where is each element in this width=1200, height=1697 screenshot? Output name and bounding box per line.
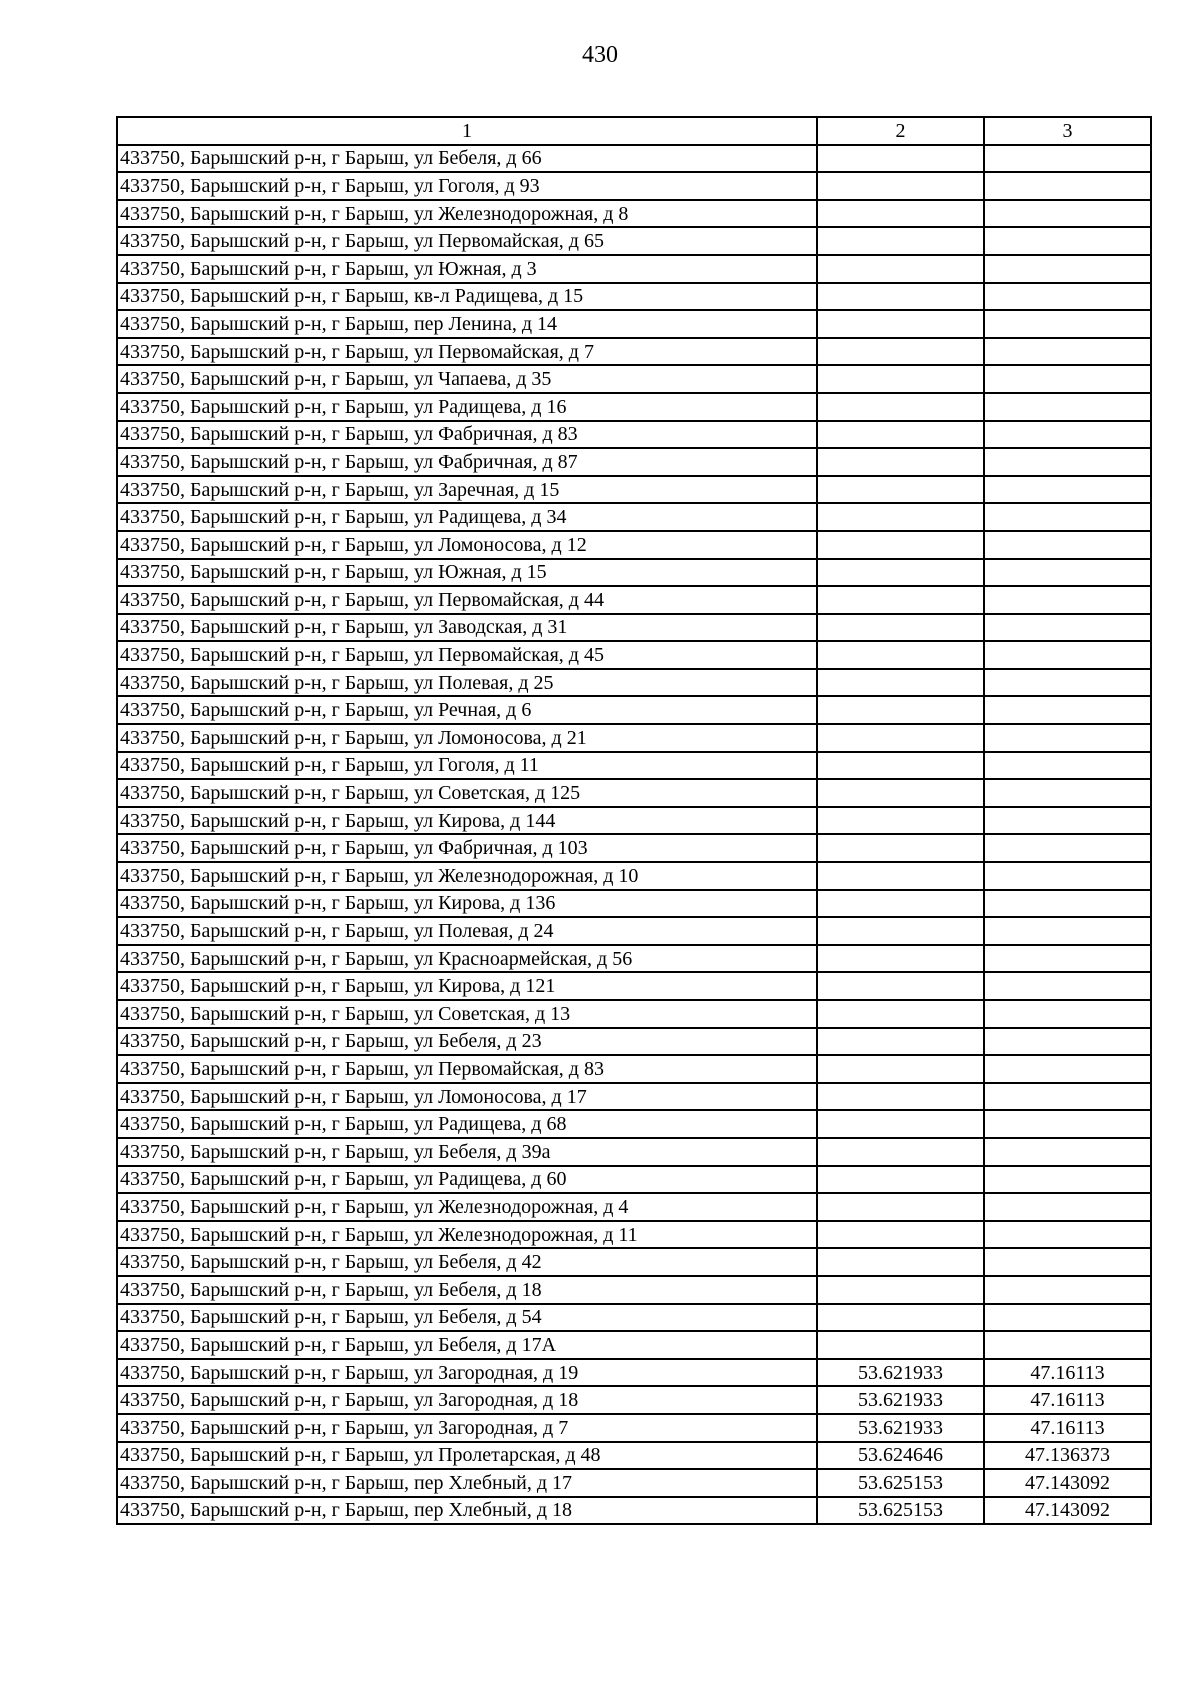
table-row — [117, 1000, 1151, 1028]
longitude-cell — [984, 696, 1151, 724]
latitude-cell — [817, 834, 984, 862]
address-cell: 433750, Барышский р-н, г Барыш, ул Полевая, д 24 — [117, 917, 817, 945]
table-row — [117, 917, 1151, 945]
longitude-cell — [984, 421, 1151, 449]
latitude-cell — [817, 503, 984, 531]
table-row — [117, 1166, 1151, 1194]
address-cell: 433750, Барышский р-н, г Барыш, ул Железнодорожная, д 10 — [117, 862, 817, 890]
latitude-cell — [817, 559, 984, 587]
longitude-cell — [984, 1083, 1151, 1111]
latitude-cell — [817, 586, 984, 614]
latitude-cell: 53.625153 — [817, 1469, 984, 1497]
table-row — [117, 1083, 1151, 1111]
table-row — [117, 890, 1151, 918]
longitude-cell: 47.143092 — [984, 1469, 1151, 1497]
address-cell: 433750, Барышский р-н, г Барыш, пер Ленина, д 14 — [117, 310, 817, 338]
table-row — [117, 807, 1151, 835]
address-cell: 433750, Барышский р-н, г Барыш, ул Первомайская, д 44 — [117, 586, 817, 614]
latitude-cell — [817, 1000, 984, 1028]
table-row — [117, 972, 1151, 1000]
address-cell: 433750, Барышский р-н, г Барыш, ул Заречная, д 15 — [117, 476, 817, 504]
longitude-cell — [984, 503, 1151, 531]
address-cell: 433750, Барышский р-н, г Барыш, ул Южная, д 15 — [117, 559, 817, 587]
longitude-cell: 47.143092 — [984, 1497, 1151, 1525]
longitude-cell — [984, 531, 1151, 559]
address-cell: 433750, Барышский р-н, г Барыш, ул Кирова, д 121 — [117, 972, 817, 1000]
address-cell: 433750, Барышский р-н, г Барыш, ул Фабричная, д 87 — [117, 448, 817, 476]
address-cell: 433750, Барышский р-н, г Барыш, ул Первомайская, д 45 — [117, 641, 817, 669]
address-cell: 433750, Барышский р-н, г Барыш, ул Заводская, д 31 — [117, 614, 817, 642]
latitude-cell — [817, 807, 984, 835]
latitude-cell — [817, 1331, 984, 1359]
table-row — [117, 1304, 1151, 1332]
table-row — [117, 503, 1151, 531]
latitude-cell: 53.621933 — [817, 1386, 984, 1414]
latitude-cell — [817, 1055, 984, 1083]
longitude-cell — [984, 779, 1151, 807]
address-cell: 433750, Барышский р-н, г Барыш, ул Первомайская, д 7 — [117, 338, 817, 366]
latitude-cell: 53.621933 — [817, 1414, 984, 1442]
latitude-cell — [817, 476, 984, 504]
longitude-cell — [984, 1055, 1151, 1083]
longitude-cell — [984, 917, 1151, 945]
longitude-cell — [984, 669, 1151, 697]
longitude-cell — [984, 1331, 1151, 1359]
longitude-cell — [984, 890, 1151, 918]
longitude-cell — [984, 393, 1151, 421]
latitude-cell — [817, 1138, 984, 1166]
address-cell: 433750, Барышский р-н, г Барыш, ул Речная, д 6 — [117, 696, 817, 724]
address-cell: 433750, Барышский р-н, г Барыш, пер Хлебный, д 17 — [117, 1469, 817, 1497]
latitude-cell — [817, 227, 984, 255]
latitude-cell: 53.624646 — [817, 1442, 984, 1470]
address-cell: 433750, Барышский р-н, г Барыш, ул Фабричная, д 83 — [117, 421, 817, 449]
longitude-cell — [984, 476, 1151, 504]
table-row — [117, 1221, 1151, 1249]
address-cell: 433750, Барышский р-н, г Барыш, ул Бебеля, д 23 — [117, 1028, 817, 1056]
table-row — [117, 310, 1151, 338]
longitude-cell — [984, 255, 1151, 283]
latitude-cell — [817, 641, 984, 669]
address-cell: 433750, Барышский р-н, г Барыш, ул Радищева, д 16 — [117, 393, 817, 421]
table-row — [117, 365, 1151, 393]
longitude-cell — [984, 1221, 1151, 1249]
address-cell: 433750, Барышский р-н, г Барыш, ул Кирова, д 144 — [117, 807, 817, 835]
table-row — [117, 834, 1151, 862]
longitude-cell — [984, 448, 1151, 476]
table-row — [117, 1193, 1151, 1221]
table-row — [117, 614, 1151, 642]
longitude-cell — [984, 641, 1151, 669]
address-cell: 433750, Барышский р-н, г Барыш, ул Железнодорожная, д 11 — [117, 1221, 817, 1249]
address-cell: 433750, Барышский р-н, г Барыш, ул Бебеля, д 66 — [117, 145, 817, 173]
column-header-3: 3 — [984, 117, 1151, 145]
table-row — [117, 283, 1151, 311]
latitude-cell — [817, 1193, 984, 1221]
address-cell: 433750, Барышский р-н, г Барыш, ул Чапаева, д 35 — [117, 365, 817, 393]
table-row — [117, 696, 1151, 724]
address-cell: 433750, Барышский р-н, г Барыш, ул Ломоносова, д 21 — [117, 724, 817, 752]
latitude-cell — [817, 338, 984, 366]
address-cell: 433750, Барышский р-н, г Барыш, ул Бебеля, д 17А — [117, 1331, 817, 1359]
longitude-cell — [984, 972, 1151, 1000]
address-cell: 433750, Барышский р-н, г Барыш, ул Полевая, д 25 — [117, 669, 817, 697]
address-cell: 433750, Барышский р-н, г Барыш, ул Советская, д 125 — [117, 779, 817, 807]
address-cell: 433750, Барышский р-н, г Барыш, ул Красноармейская, д 56 — [117, 945, 817, 973]
address-cell: 433750, Барышский р-н, г Барыш, ул Радищева, д 60 — [117, 1166, 817, 1194]
table-row — [117, 945, 1151, 973]
latitude-cell — [817, 255, 984, 283]
table-row — [117, 200, 1151, 228]
address-cell: 433750, Барышский р-н, г Барыш, ул Ломоносова, д 17 — [117, 1083, 817, 1111]
latitude-cell — [817, 614, 984, 642]
table-row — [117, 669, 1151, 697]
longitude-cell — [984, 1276, 1151, 1304]
column-header-2: 2 — [817, 117, 984, 145]
address-cell: 433750, Барышский р-н, г Барыш, ул Ломоносова, д 12 — [117, 531, 817, 559]
table-row — [117, 145, 1151, 173]
longitude-cell — [984, 614, 1151, 642]
table-row — [117, 1442, 1151, 1470]
latitude-cell — [817, 862, 984, 890]
latitude-cell — [817, 1028, 984, 1056]
longitude-cell — [984, 1248, 1151, 1276]
longitude-cell — [984, 807, 1151, 835]
address-cell: 433750, Барышский р-н, г Барыш, ул Бебеля, д 39а — [117, 1138, 817, 1166]
latitude-cell — [817, 531, 984, 559]
latitude-cell — [817, 917, 984, 945]
longitude-cell — [984, 586, 1151, 614]
table-row — [117, 752, 1151, 780]
table-row — [117, 227, 1151, 255]
table-row — [117, 1110, 1151, 1138]
table-body — [117, 145, 1151, 1525]
longitude-cell: 47.16113 — [984, 1359, 1151, 1387]
table-row — [117, 1331, 1151, 1359]
longitude-cell — [984, 1000, 1151, 1028]
address-cell: 433750, Барышский р-н, г Барыш, ул Загородная, д 18 — [117, 1386, 817, 1414]
latitude-cell — [817, 972, 984, 1000]
table-row — [117, 641, 1151, 669]
longitude-cell: 47.16113 — [984, 1386, 1151, 1414]
address-cell: 433750, Барышский р-н, г Барыш, ул Радищева, д 68 — [117, 1110, 817, 1138]
latitude-cell — [817, 393, 984, 421]
latitude-cell — [817, 448, 984, 476]
address-cell: 433750, Барышский р-н, г Барыш, ул Бебеля, д 54 — [117, 1304, 817, 1332]
latitude-cell — [817, 724, 984, 752]
table-row — [117, 531, 1151, 559]
longitude-cell — [984, 1138, 1151, 1166]
address-cell: 433750, Барышский р-н, г Барыш, ул Железнодорожная, д 8 — [117, 200, 817, 228]
latitude-cell — [817, 365, 984, 393]
latitude-cell — [817, 200, 984, 228]
table-row — [117, 421, 1151, 449]
table-row — [117, 1028, 1151, 1056]
address-cell: 433750, Барышский р-н, г Барыш, ул Советская, д 13 — [117, 1000, 817, 1028]
latitude-cell — [817, 779, 984, 807]
table-row — [117, 1497, 1151, 1525]
table-header-row — [117, 117, 1151, 145]
longitude-cell — [984, 338, 1151, 366]
table-row — [117, 393, 1151, 421]
table-row — [117, 586, 1151, 614]
address-cell: 433750, Барышский р-н, г Барыш, ул Первомайская, д 83 — [117, 1055, 817, 1083]
longitude-cell — [984, 1028, 1151, 1056]
table-row — [117, 1386, 1151, 1414]
latitude-cell: 53.625153 — [817, 1497, 984, 1525]
table-row — [117, 172, 1151, 200]
longitude-cell — [984, 1193, 1151, 1221]
address-cell: 433750, Барышский р-н, г Барыш, ул Южная, д 3 — [117, 255, 817, 283]
latitude-cell — [817, 752, 984, 780]
address-cell: 433750, Барышский р-н, г Барыш, ул Гоголя, д 93 — [117, 172, 817, 200]
table-row — [117, 448, 1151, 476]
table-row — [117, 1138, 1151, 1166]
longitude-cell — [984, 724, 1151, 752]
latitude-cell — [817, 421, 984, 449]
table-row — [117, 476, 1151, 504]
latitude-cell — [817, 696, 984, 724]
table-row — [117, 862, 1151, 890]
longitude-cell — [984, 1304, 1151, 1332]
table-row — [117, 1055, 1151, 1083]
longitude-cell — [984, 365, 1151, 393]
table-row — [117, 255, 1151, 283]
longitude-cell: 47.16113 — [984, 1414, 1151, 1442]
table-row — [117, 724, 1151, 752]
latitude-cell — [817, 1304, 984, 1332]
longitude-cell — [984, 172, 1151, 200]
longitude-cell — [984, 283, 1151, 311]
latitude-cell — [817, 310, 984, 338]
latitude-cell — [817, 669, 984, 697]
table-row — [117, 1276, 1151, 1304]
column-header-1: 1 — [117, 117, 817, 145]
longitude-cell — [984, 1110, 1151, 1138]
longitude-cell — [984, 834, 1151, 862]
address-table — [116, 116, 1152, 1525]
longitude-cell: 47.136373 — [984, 1442, 1151, 1470]
latitude-cell — [817, 1110, 984, 1138]
address-cell: 433750, Барышский р-н, г Барыш, ул Радищева, д 34 — [117, 503, 817, 531]
table-row — [117, 338, 1151, 366]
table-row — [117, 1469, 1151, 1497]
latitude-cell — [817, 945, 984, 973]
latitude-cell — [817, 890, 984, 918]
latitude-cell — [817, 172, 984, 200]
longitude-cell — [984, 200, 1151, 228]
address-cell: 433750, Барышский р-н, г Барыш, ул Бебеля, д 42 — [117, 1248, 817, 1276]
table-row — [117, 1248, 1151, 1276]
address-cell: 433750, Барышский р-н, г Барыш, ул Фабричная, д 103 — [117, 834, 817, 862]
table-row — [117, 559, 1151, 587]
longitude-cell — [984, 145, 1151, 173]
longitude-cell — [984, 862, 1151, 890]
address-cell: 433750, Барышский р-н, г Барыш, ул Пролетарская, д 48 — [117, 1442, 817, 1470]
longitude-cell — [984, 945, 1151, 973]
longitude-cell — [984, 752, 1151, 780]
address-cell: 433750, Барышский р-н, г Барыш, ул Гоголя, д 11 — [117, 752, 817, 780]
page-number: 430 — [582, 42, 618, 68]
address-cell: 433750, Барышский р-н, г Барыш, ул Загородная, д 19 — [117, 1359, 817, 1387]
address-cell: 433750, Барышский р-н, г Барыш, кв-л Радищева, д 15 — [117, 283, 817, 311]
longitude-cell — [984, 559, 1151, 587]
longitude-cell — [984, 227, 1151, 255]
longitude-cell — [984, 1166, 1151, 1194]
latitude-cell — [817, 1083, 984, 1111]
latitude-cell — [817, 145, 984, 173]
latitude-cell — [817, 1248, 984, 1276]
table-row — [117, 779, 1151, 807]
address-cell: 433750, Барышский р-н, г Барыш, ул Железнодорожная, д 4 — [117, 1193, 817, 1221]
table-row — [117, 1359, 1151, 1387]
longitude-cell — [984, 310, 1151, 338]
latitude-cell — [817, 1166, 984, 1194]
latitude-cell — [817, 1221, 984, 1249]
address-cell: 433750, Барышский р-н, г Барыш, ул Бебеля, д 18 — [117, 1276, 817, 1304]
table-row — [117, 1414, 1151, 1442]
address-cell: 433750, Барышский р-н, г Барыш, ул Кирова, д 136 — [117, 890, 817, 918]
latitude-cell — [817, 283, 984, 311]
latitude-cell — [817, 1276, 984, 1304]
address-cell: 433750, Барышский р-н, г Барыш, ул Загородная, д 7 — [117, 1414, 817, 1442]
address-cell: 433750, Барышский р-н, г Барыш, пер Хлебный, д 18 — [117, 1497, 817, 1525]
latitude-cell: 53.621933 — [817, 1359, 984, 1387]
address-cell: 433750, Барышский р-н, г Барыш, ул Первомайская, д 65 — [117, 227, 817, 255]
